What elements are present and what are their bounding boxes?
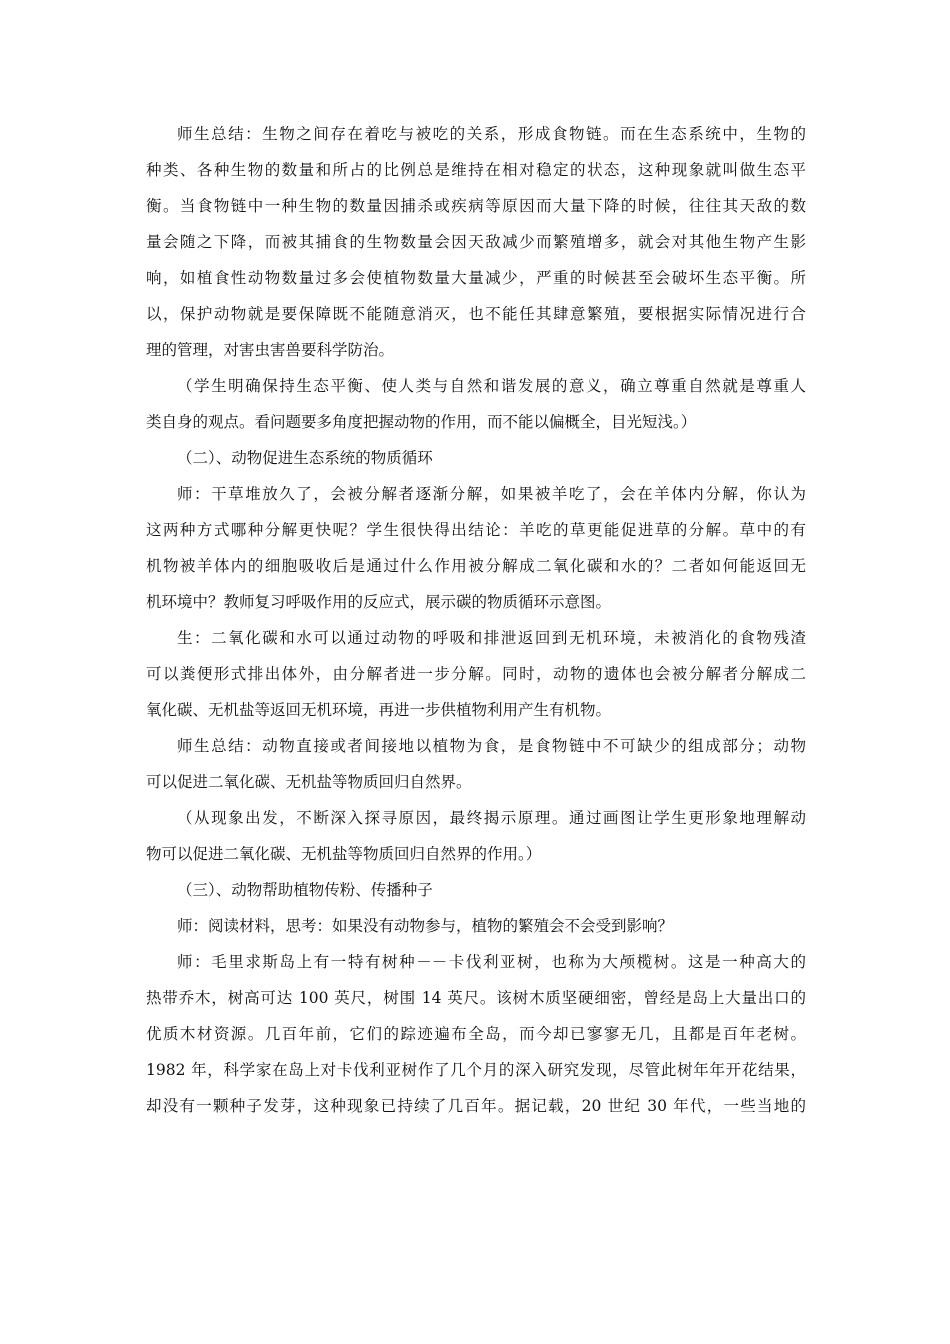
paragraph-line: 响，如植食性动物数量过多会使植物数量大量减少，严重的时候甚至会破坏生态平衡。所 xyxy=(146,269,806,287)
paragraph-line: 机物被羊体内的细胞吸收后是通过什么作用被分解成二氧化碳和水的？二者如何能返回无 xyxy=(146,557,806,575)
paragraph-line: （学生明确保持生态平衡、使人类与自然和谐发展的意义，确立尊重自然就是尊重人 xyxy=(177,377,806,395)
paragraph-line: 可以粪便形式排出体外，由分解者进一步分解。同时，动物的遗体也会被分解者分解成二 xyxy=(146,665,806,683)
paragraph-line: 量会随之下降，而被其捕食的生物数量会因天敌减少而繁殖增多，就会对其他生物产生影 xyxy=(146,233,806,251)
section-heading: （三）、动物帮助植物传粉、传播种子 xyxy=(177,881,433,899)
paragraph-line: 氧化碳、无机盐等返回无机环境，再进一步供植物利用产生有机物。 xyxy=(146,701,612,719)
paragraph-line: 可以促进二氧化碳、无机盐等物质回归自然界。 xyxy=(146,773,472,791)
paragraph-line: 热带乔木，树高可达 100 英尺，树围 14 英尺。该树木质坚硬细密，曾经是岛上大量出口的 xyxy=(146,989,806,1007)
paragraph-line: 类自身的观点。看问题要多角度把握动物的作用，而不能以偏概全，目光短浅。） xyxy=(146,413,697,431)
paragraph-line: 这两种方式哪种分解更快呢？学生很快得出结论：羊吃的草更能促进草的分解。草中的有 xyxy=(146,521,806,539)
paragraph-line: 生：二氧化碳和水可以通过动物的呼吸和排泄返回到无机环境，未被消化的食物残渣 xyxy=(177,629,806,647)
paragraph-line: 衡。当食物链中一种生物的数量因捕杀或疾病等原因而大量下降的时候，往往其天敌的数 xyxy=(146,197,806,215)
paragraph-line: 师：毛里求斯岛上有一特有树种－－卡伐利亚树，也称为大颅榄树。这是一种高大的 xyxy=(177,953,806,971)
paragraph-line: 机环境中？教师复习呼吸作用的反应式，展示碳的物质循环示意图。 xyxy=(146,593,612,611)
section-heading: （二）、动物促进生态系统的物质循环 xyxy=(177,449,433,467)
paragraph-line: 理的管理，对害虫害兽要科学防治。 xyxy=(146,341,395,359)
paragraph-line: 却没有一颗种子发芽，这种现象已持续了几百年。据记载，20 世纪 30 年代，一些当地的 xyxy=(146,1097,806,1115)
paragraph-line: 以，保护动物就是要保障既不能随意消灭，也不能任其肆意繁殖，要根据实际情况进行合 xyxy=(146,305,806,323)
paragraph-line: （从现象出发，不断深入探寻原因，最终揭示原理。通过画图让学生更形象地理解动 xyxy=(177,809,806,827)
paragraph-line: 物可以促进二氧化碳、无机盐等物质回归自然界的作用。） xyxy=(146,845,542,863)
paragraph-line: 师生总结：生物之间存在着吃与被吃的关系，形成食物链。而在生态系统中，生物的 xyxy=(177,125,806,143)
paragraph-line: 师：干草堆放久了，会被分解者逐渐分解，如果被羊吃了，会在羊体内分解，你认为 xyxy=(177,485,806,503)
paragraph-line: 师：阅读材料，思考：如果没有动物参与，植物的繁殖会不会受到影响？ xyxy=(177,917,674,935)
paragraph-line: 师生总结：动物直接或者间接地以植物为食，是食物链中不可缺少的组成部分；动物 xyxy=(177,737,806,755)
paragraph-line: 优质木材资源。几百年前，它们的踪迹遍布全岛，而今却已寥寥无几，且都是百年老树。 xyxy=(146,1025,806,1043)
paragraph-line: 1982 年，科学家在岛上对卡伐利亚树作了几个月的深入研究发现，尽管此树年年开花结果， xyxy=(146,1061,806,1079)
paragraph-line: 种类、各种生物的数量和所占的比例总是维持在相对稳定的状态，这种现象就叫做生态平 xyxy=(146,161,806,179)
